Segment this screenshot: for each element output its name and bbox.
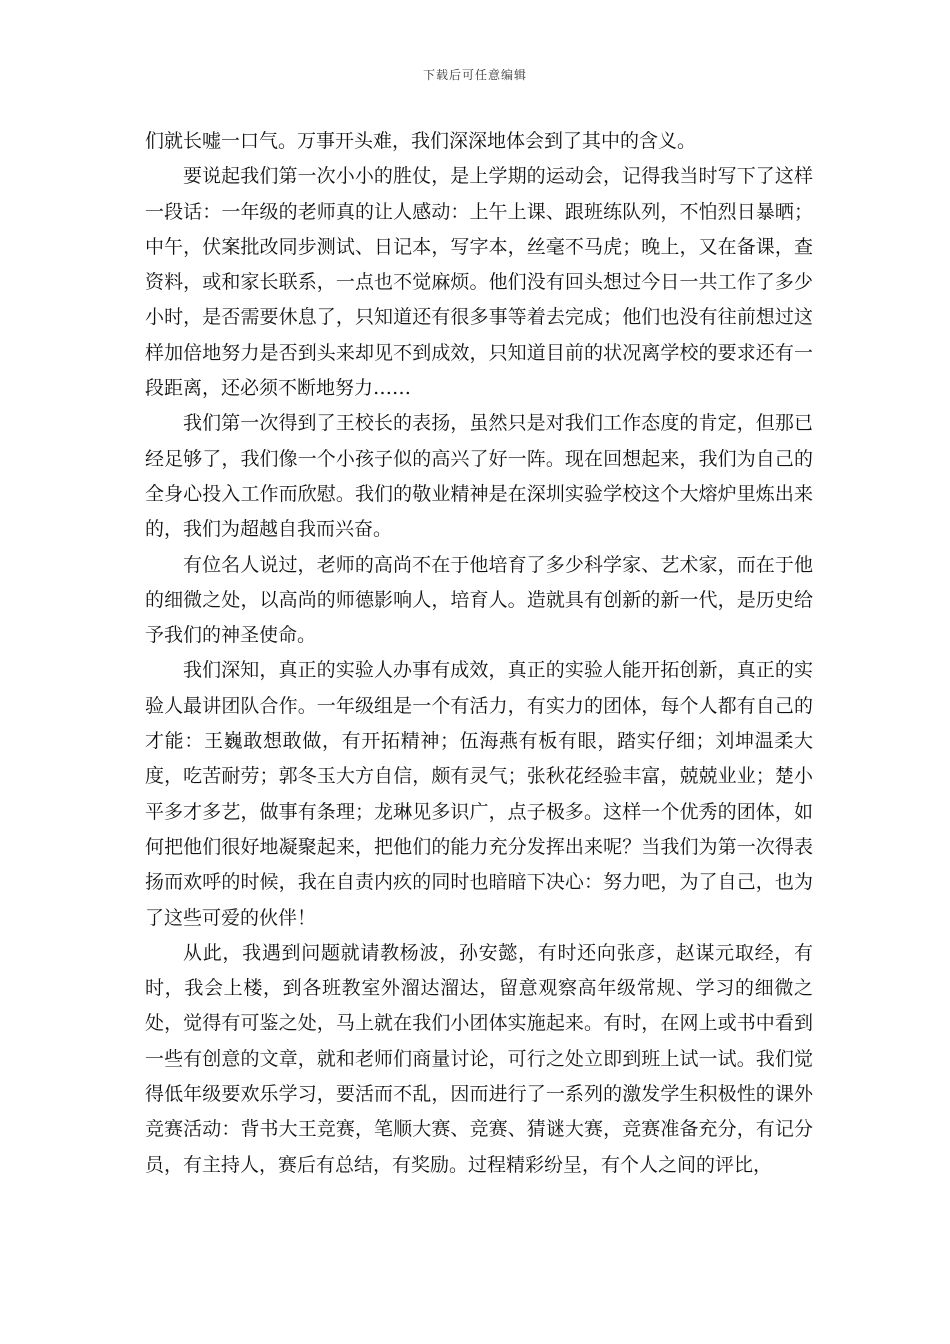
paragraph-4: 有位名人说过，老师的高尚不在于他培育了多少科学家、艺术家，而在于他的细微之处，以高尚的师德影响人，培育人。造就具有创新的新一代，是历史给予我们的神圣使命。 (145, 553, 813, 647)
paragraph-6: 从此，我遇到问题就请教杨波，孙安懿，有时还向张彦，赵谋元取经，有时，我会上楼，到各班教室外溜达溜达，留意观察高年级常规、学习的细微之处，觉得有可鉴之处，马上就在我们小团体实施起来。有时，在网上或书中看到一些有创意的文章，就和老师们商量讨论，可行之处立即到班上试一试。我们觉得低年级要欢乐学习，要活而不乱，因而进行了一系列的激发学生积极性的课外竞赛活动：背书大王竞赛，笔顺大赛、竞赛、猜谜大赛，竞赛准备充分，有记分员，有主持人，赛后有总结，有奖励。过程精彩纷呈，有个人之间的评比， (145, 941, 813, 1176)
document-body (145, 124, 813, 1183)
page-header: 下载后可任意编辑 (422, 68, 527, 82)
paragraph-5: 我们深知，真正的实验人办事有成效，真正的实验人能开拓创新，真正的实验人最讲团队合作。一年级组是一个有活力，有实力的团体，每个人都有自己的才能：王巍敢想敢做，有开拓精神；伍海燕有板有眼，踏实仔细；刘坤温柔大度，吃苦耐劳；郭冬玉大方自信，颇有灵气；张秋花经验丰富，兢兢业业；楚小平多才多艺，做事有条理；龙琳见多识广，点子极多。这样一个优秀的团体，如何把他们很好地凝聚起来，把他们的能力充分发挥出来呢？当我们为第一次得表扬而欢呼的时候，我在自责内疚的同时也暗暗下决心：努力吧，为了自己，也为了这些可爱的伙伴！ (145, 659, 813, 929)
paragraph-2: 要说起我们第一次小小的胜仗，是上学期的运动会，记得我当时写下了这样一段话：一年级的老师真的让人感动：上午上课、跟班练队列，不怕烈日暴晒；中午，伏案批改同步测试、日记本，写字本，丝毫不马虎；晚上，又在备课，查资料，或和家长联系，一点也不觉麻烦。他们没有回头想过今日一共工作了多少小时，是否需要休息了，只知道还有很多事等着去完成；他们也没有往前想过这样加倍地努力是否到头来却见不到成效，只知道目前的状况离学校的要求还有一段距离，还必须不断地努力…… (145, 165, 813, 400)
paragraph-1: 们就长嘘一口气。万事开头难，我们深深地体会到了其中的含义。 (145, 130, 697, 152)
paragraph-3: 我们第一次得到了王校长的表扬，虽然只是对我们工作态度的肯定，但那已经足够了，我们像一个小孩子似的高兴了好一阵。现在回想起来，我们为自己的全身心投入工作而欣慰。我们的敬业精神是在深圳实验学校这个大熔炉里炼出来的，我们为超越自我而兴奋。 (145, 412, 813, 541)
